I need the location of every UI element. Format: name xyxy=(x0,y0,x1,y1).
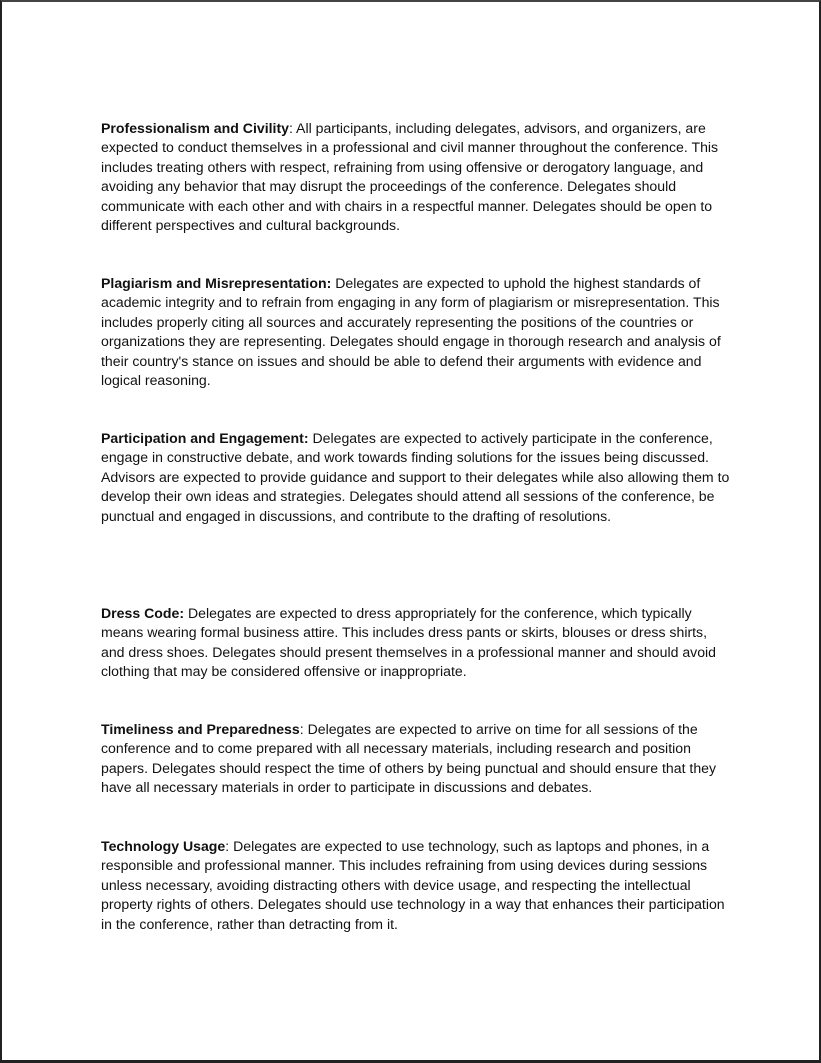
section-heading: Plagiarism and Misrepresentation: xyxy=(101,275,332,291)
section-heading: Participation and Engagement: xyxy=(101,430,309,446)
section-heading: Technology Usage xyxy=(101,838,226,854)
section-heading: Timeliness and Preparedness xyxy=(101,721,300,737)
section-body: Delegates are expected to actively participate in the conference, engage in constructive debate, and work towards finding solutions for the issues being discussed. Advisors are expected to provide guidance and support to their delegates while also allowing them to develop their own ideas and strategies. Delegates should attend all sessions of the conference, be punctual and engaged in discussions, and contribute to the drafting of resolutions. xyxy=(101,430,730,524)
section-heading: Professionalism and Civility xyxy=(101,120,289,136)
section-body: Delegates are expected to dress appropriately for the conference, which typically means wearing formal business attire. This includes dress pants or skirts, blouses or dress shirts, and dress shoes. Delegates should present themselves in a professional manner and should avoid clothing that may be considered offensive or inappropriate. xyxy=(101,605,717,680)
section-separator: : xyxy=(225,838,234,854)
section-technology-usage xyxy=(101,837,731,934)
section-separator: : xyxy=(299,721,308,737)
section-body: Delegates are expected to arrive on time for all sessions of the conference and to come prepared with all necessary materials, including research and position papers. Delegates should respect the time of others by being punctual and should ensure that they have all necessary materials in order to participate in discussions and debates. xyxy=(101,721,717,796)
section-body: Delegates are expected to use technology, such as laptops and phones, in a responsible and professional manner. This includes refraining from using devices during sessions unless necessary, avoiding distracting others with device usage, and respecting the intellectual property rights of others. Delegates should use technology in a way that enhances their participation in the conference, rather than detracting from it. xyxy=(101,838,725,932)
section-separator: : xyxy=(288,120,297,136)
section-professionalism-civility xyxy=(101,119,731,235)
section-heading: Dress Code: xyxy=(101,605,185,621)
section-body: Delegates are expected to uphold the highest standards of academic integrity and to refrain from engaging in any form of plagiarism or misrepresentation. This includes properly citing all sources and accurately representing the positions of the countries or organizations they are representing. Delegates should engage in thorough research and analysis of their country's stance on issues and should be able to defend their arguments with evidence and logical reasoning. xyxy=(101,275,721,389)
section-dress-code xyxy=(101,604,731,682)
section-participation-engagement xyxy=(101,429,731,526)
section-body: All participants, including delegates, advisors, and organizers, are expected to conduct themselves in a professional and civil manner throughout the conference. This includes treating others with respect, refraining from using offensive or derogatory language, and avoiding any behavior that may disrupt the proceedings of the conference. Delegates should communicate with each other and with chairs in a respectful manner. Delegates should be open to different perspectives and cultural backgrounds. xyxy=(101,120,719,234)
section-plagiarism-misrepresentation xyxy=(101,274,731,390)
section-timeliness-preparedness xyxy=(101,720,731,798)
